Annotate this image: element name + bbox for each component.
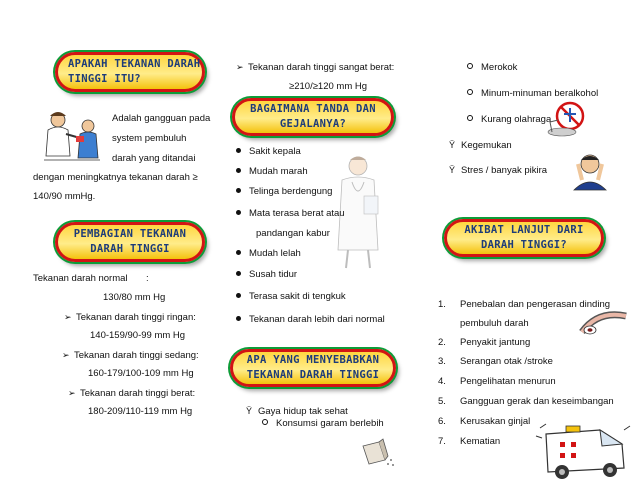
no-exercise-sign-icon bbox=[540, 98, 595, 138]
normal-value: 130/80 mm Hg bbox=[103, 292, 166, 303]
effect-4-number: 4. bbox=[438, 376, 446, 387]
subcause-exercise: Kurang olahraga bbox=[467, 114, 551, 126]
symptom-1: Sakit kepala bbox=[236, 146, 301, 158]
heading-apakah: APAKAH TEKANAN DARAH TINGGI ITU? bbox=[55, 52, 205, 92]
symptom-5: Mudah lelah bbox=[236, 248, 301, 260]
symptom-3: Telinga berdengung bbox=[236, 186, 332, 198]
arrow-bullet-icon: ➢ bbox=[62, 350, 70, 360]
effect-2-text: Penyakit jantung bbox=[460, 337, 531, 348]
very-severe-label: ➢ Tekanan darah tinggi sangat berat: bbox=[236, 62, 395, 73]
definition-line-2: system pembuluh bbox=[112, 133, 187, 144]
definition-line-4: dengan meningkatnya tekanan darah ≥ bbox=[33, 172, 198, 183]
salt-shaker-illustration bbox=[355, 438, 395, 468]
symptom-6: Susah tidur bbox=[236, 269, 297, 281]
effect-7-number: 7. bbox=[438, 436, 446, 447]
item-berat-value: 180-209/110-119 mm Hg bbox=[88, 406, 193, 417]
definition-line-3: darah yang ditandai bbox=[112, 153, 196, 164]
definition-line-5: 140/90 mmHg. bbox=[33, 191, 96, 202]
item-ringan-value: 140-159/90-99 mm Hg bbox=[90, 330, 186, 341]
ambulance-illustration bbox=[540, 420, 630, 482]
y-bullet-icon: Ÿ bbox=[449, 165, 456, 175]
y-bullet-icon: Ÿ bbox=[449, 140, 456, 150]
symptom-2: Mudah marah bbox=[236, 166, 308, 178]
heading-akibat: AKIBAT LANJUT DARI DARAH TINGGI? bbox=[444, 219, 604, 257]
heading-pembagian: PEMBAGIAN TEKANAN DARAH TINGGI bbox=[55, 222, 205, 262]
effect-5-number: 5. bbox=[438, 396, 446, 407]
symptom-4: Mata terasa berat atau bbox=[236, 208, 345, 220]
effect-5-text: Gangguan gerak dan keseimbangan bbox=[460, 396, 614, 407]
effect-2-number: 2. bbox=[438, 337, 446, 348]
cause-stress: Ÿ Stres / banyak pikira bbox=[449, 165, 548, 176]
arrow-bullet-icon: ➢ bbox=[68, 388, 76, 398]
cause-obesity: Ÿ Kegemukan bbox=[449, 140, 512, 151]
effect-3-text: Serangan otak /stroke bbox=[460, 356, 553, 367]
effect-1-line-1: Penebalan dan pengerasan dinding bbox=[460, 299, 611, 310]
blood-vessel-illustration bbox=[578, 306, 630, 342]
effect-1-number: 1. bbox=[438, 299, 446, 310]
effect-1-line-2: pembuluh darah bbox=[460, 318, 529, 329]
subcause-smoking: Merokok bbox=[467, 62, 517, 74]
stressed-person-illustration bbox=[568, 150, 612, 192]
very-severe-value: ≥210/≥120 mm Hg bbox=[289, 81, 368, 92]
effect-6-number: 6. bbox=[438, 416, 446, 427]
definition-line-1: Adalah gangguan pada bbox=[112, 113, 211, 124]
cause-lifestyle: Ÿ Gaya hidup tak sehat bbox=[246, 406, 348, 417]
normal-label: Tekanan darah normal bbox=[33, 273, 128, 284]
symptom-7: Terasa sakit di tengkuk bbox=[236, 291, 346, 303]
effect-4-text: Pengelihatan menurun bbox=[460, 376, 556, 387]
heading-penyebab: APA YANG MENYEBABKAN TEKANAN DARAH TINGGI bbox=[230, 349, 396, 387]
item-berat-label: ➢ Tekanan darah tinggi berat: bbox=[68, 388, 196, 399]
subcause-alcohol: Minum-minuman beralkohol bbox=[467, 88, 598, 100]
y-bullet-icon: Ÿ bbox=[246, 406, 253, 416]
effect-6-text: Kerusakan ginjal bbox=[460, 416, 531, 427]
arrow-bullet-icon: ➢ bbox=[64, 312, 72, 322]
cause-salt: Konsumsi garam berlebih bbox=[262, 418, 384, 430]
item-sedang-value: 160-179/100-109 mm Hg bbox=[88, 368, 194, 379]
item-ringan-label: ➢ Tekanan darah tinggi ringan: bbox=[64, 312, 196, 323]
arrow-bullet-icon: ➢ bbox=[236, 62, 244, 72]
normal-colon: : bbox=[146, 273, 149, 284]
symptom-8: Tekanan darah lebih dari normal bbox=[236, 314, 385, 326]
symptom-4-cont: pandangan kabur bbox=[256, 228, 330, 239]
effect-7-text: Kematian bbox=[460, 436, 501, 447]
heading-tanda-gejala: BAGAIMANA TANDA DAN GEJALANYA? bbox=[232, 98, 394, 136]
item-sedang-label: ➢ Tekanan darah tinggi sedang: bbox=[62, 350, 199, 361]
effect-3-number: 3. bbox=[438, 356, 446, 367]
doctor-patient-illustration bbox=[40, 108, 104, 166]
